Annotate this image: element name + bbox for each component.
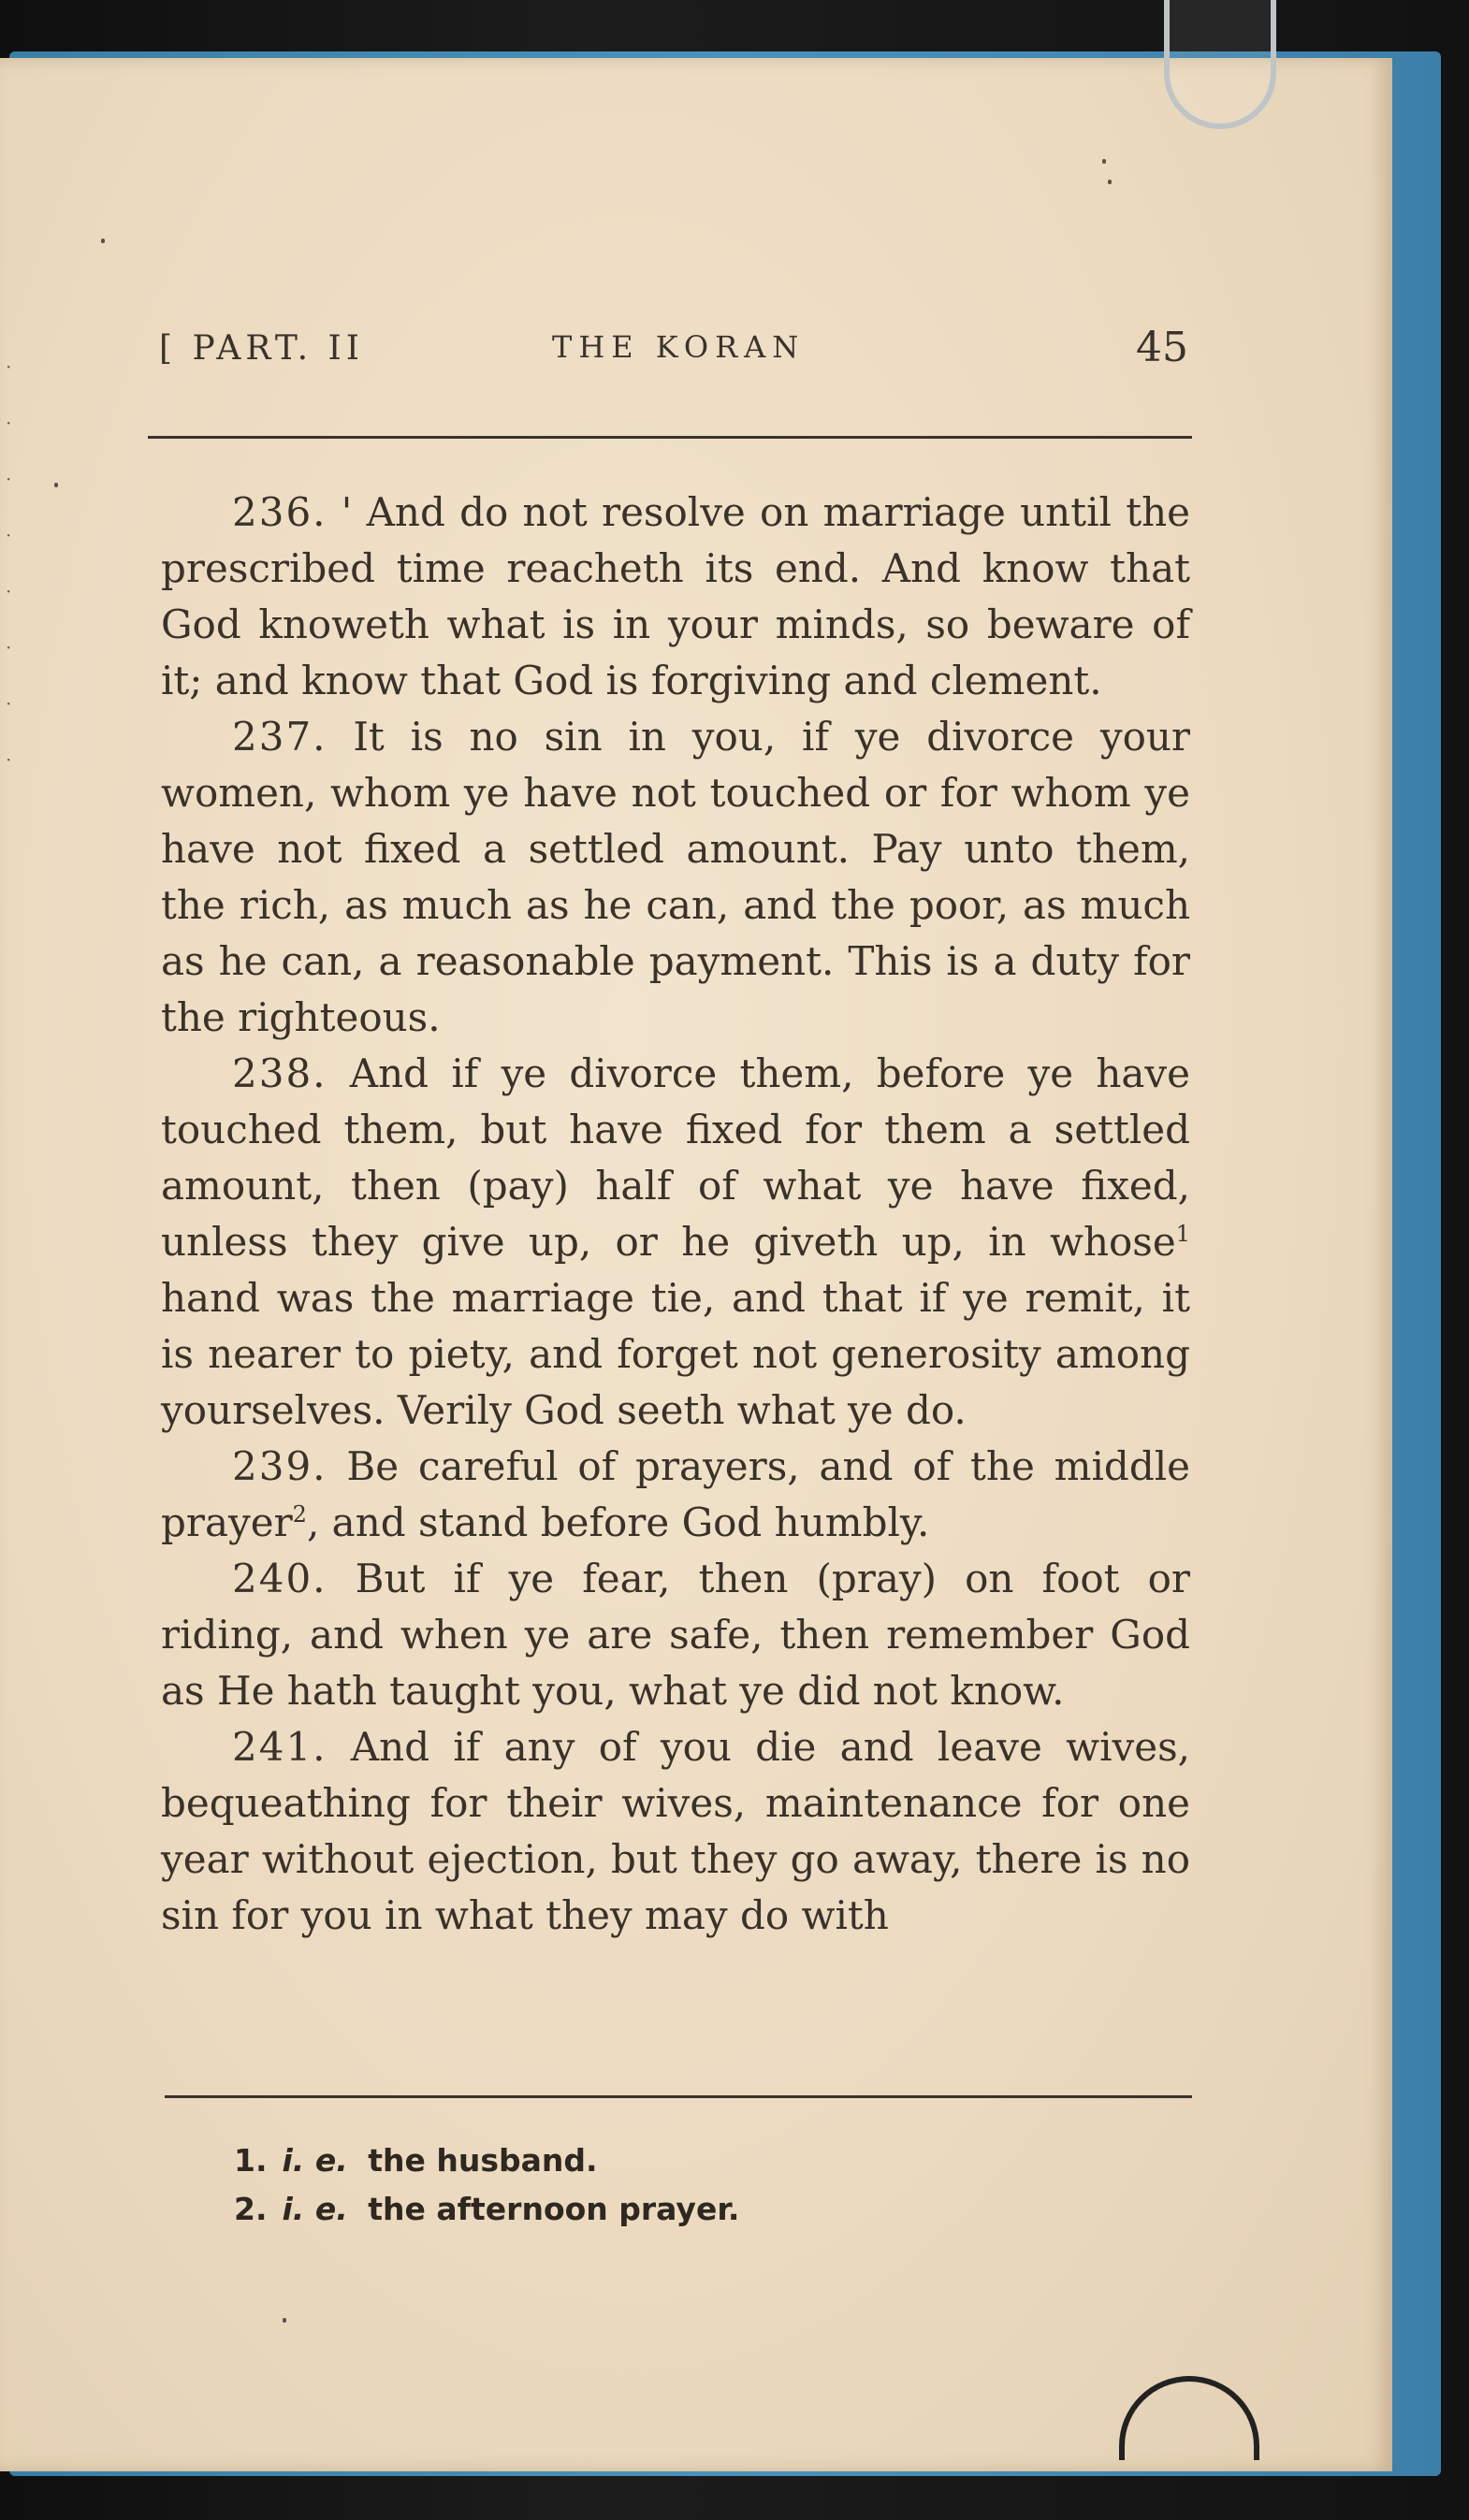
verse-number: 236. <box>232 489 327 535</box>
verse-text-continued: hand was the marriage tie, and that if ye remit, it is nearer to piety, and forget not generosity among yourselves. Verily God seeth what ye do. <box>161 1275 1190 1433</box>
part-label: [ PART. II <box>159 329 364 368</box>
page-clip-top <box>1164 0 1276 129</box>
verse-text: It is no sin in you, if ye divorce your women, whom ye have not touched or for whom ye have not fixed a settled amount. Pay unto them, the rich, as much as he can, and the poor, as much as he can, a reasonable payment. This is a duty for the righteous. <box>161 714 1190 1040</box>
footnote <box>234 2136 1170 2185</box>
verse-text: And if any of you die and leave wives, bequeathing for their wives, maintenance for one year without ejection, but they go away, there is no sin for you in what they may do with <box>161 1724 1190 1938</box>
footnote-ref: 2 <box>292 1501 307 1528</box>
verse-paragraph <box>161 1551 1190 1719</box>
verse-paragraph <box>161 1439 1190 1551</box>
verse-text: And if ye divorce them, before ye have touched them, but have fixed for them a settled amount, then (pay) half of what ye have fixed, unless they give up, or he giveth up, in whose <box>161 1050 1190 1265</box>
header-rule <box>148 436 1192 439</box>
verse-paragraph <box>161 485 1190 709</box>
footnote-number: 2. <box>234 2191 268 2227</box>
footnote <box>234 2185 1170 2234</box>
footnote-abbr: i. e. <box>282 2191 348 2227</box>
footnote-abbr: i. e. <box>282 2142 348 2179</box>
footnote-ref: 1 <box>1175 1221 1190 1247</box>
footnote-text: the afternoon prayer. <box>368 2191 740 2227</box>
verse-number: 238. <box>232 1050 327 1096</box>
main-text <box>161 485 1190 1944</box>
verse-number: 239. <box>232 1443 327 1489</box>
verse-text: But if ye fear, then (pray) on foot or riding, and when ye are safe, then remember God as He hath taught you, what ye did not know. <box>161 1556 1190 1714</box>
page-number: 45 <box>1136 324 1188 371</box>
footnotes <box>234 2136 1170 2234</box>
verse-number: 240. <box>232 1556 327 1601</box>
verse-text: Be careful of prayers, and of the middle prayer <box>161 1443 1190 1545</box>
verse-paragraph <box>161 1046 1190 1439</box>
book-title: THE KORAN <box>552 329 806 365</box>
book-page <box>0 58 1392 2471</box>
verse-number: 241. <box>232 1724 327 1770</box>
footnote-rule <box>165 2095 1192 2098</box>
footnote-number: 1. <box>234 2142 268 2179</box>
verse-paragraph <box>161 1719 1190 1944</box>
verse-text-continued: , and stand before God humbly. <box>306 1499 930 1545</box>
verse-text: ' And do not resolve on marriage until the prescribed time reacheth its end. And know that God knoweth what is in your minds, so beware of it; and know that God is forgiving and clement. <box>161 489 1190 703</box>
verse-number: 237. <box>232 714 327 760</box>
verse-paragraph <box>161 709 1190 1046</box>
gutter-marks: · · · · · · · · <box>6 355 12 771</box>
running-head <box>159 324 1188 385</box>
footnote-text: the husband. <box>368 2142 598 2179</box>
